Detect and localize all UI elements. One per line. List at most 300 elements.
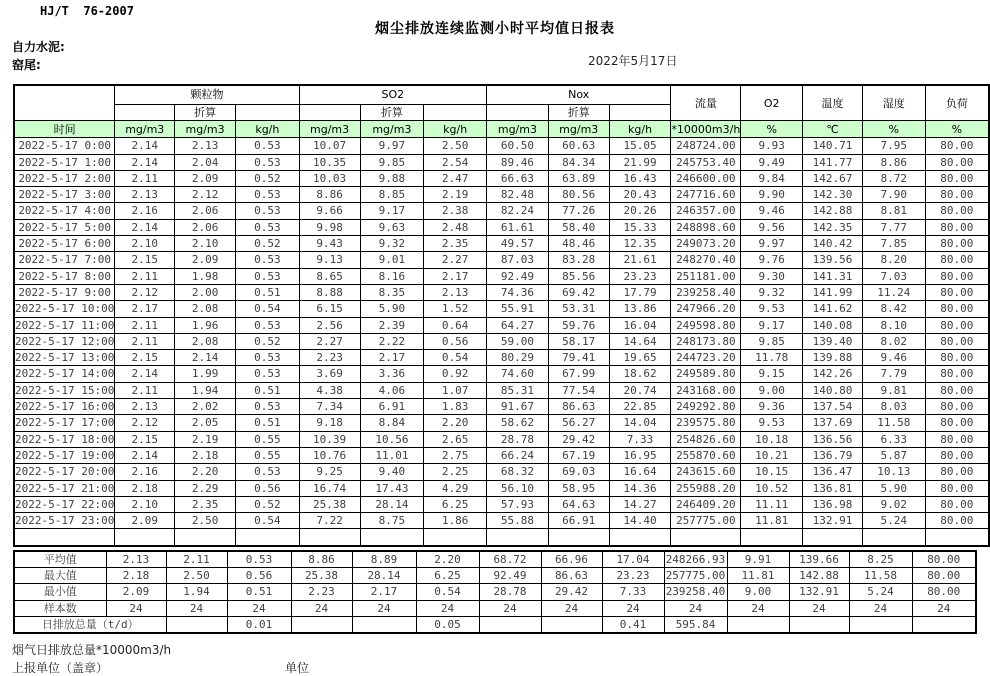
summary-value-cell: 25.38 — [291, 568, 352, 584]
value-cell: 59.76 — [548, 317, 609, 333]
value-cell: 9.98 — [299, 219, 360, 235]
value-cell: 0.52 — [236, 333, 300, 349]
value-cell: 22.85 — [609, 399, 671, 415]
summary-value-cell: 24 — [166, 600, 227, 616]
value-cell: 8.16 — [360, 268, 424, 284]
summary-value-cell: 0.41 — [602, 616, 664, 633]
value-cell: 6.33 — [862, 431, 925, 447]
value-cell: 14.04 — [609, 415, 671, 431]
value-cell: 2.15 — [115, 431, 175, 447]
value-cell: 28.14 — [360, 496, 424, 512]
value-cell: 249598.80 — [671, 317, 741, 333]
header-group-row — [14, 85, 989, 105]
value-cell: 0.53 — [236, 219, 300, 235]
value-cell: 28.78 — [487, 431, 549, 447]
value-cell: 53.31 — [548, 301, 609, 317]
empty-cell — [115, 529, 175, 546]
value-cell: 9.25 — [299, 464, 360, 480]
value-cell: 8.72 — [862, 170, 925, 186]
value-cell: 10.03 — [299, 170, 360, 186]
value-cell: 9.17 — [741, 317, 803, 333]
value-cell: 2.16 — [115, 464, 175, 480]
empty-cell — [671, 529, 741, 546]
summary-value-cell — [352, 616, 416, 633]
value-cell: 10.52 — [741, 480, 803, 496]
summary-value-cell: 29.42 — [541, 584, 602, 600]
value-cell: 15.33 — [609, 219, 671, 235]
value-cell: 140.71 — [803, 138, 863, 154]
value-cell: 2.27 — [299, 333, 360, 349]
value-cell: 80.00 — [925, 350, 989, 366]
value-cell: 0.53 — [236, 138, 300, 154]
value-cell: 2.10 — [115, 496, 175, 512]
value-cell: 9.01 — [360, 252, 424, 268]
value-cell: 80.29 — [487, 350, 549, 366]
value-cell: 0.51 — [236, 284, 300, 300]
value-cell: 20.26 — [609, 203, 671, 219]
value-cell: 11.81 — [741, 513, 803, 529]
summary-value-cell: 0.54 — [416, 584, 479, 600]
value-cell: 1.83 — [424, 399, 487, 415]
value-cell: 2.13 — [115, 187, 175, 203]
value-cell: 9.93 — [741, 138, 803, 154]
value-cell: 80.00 — [925, 480, 989, 496]
standard-number: HJ/T 76-2007 — [40, 4, 134, 18]
sub-header — [609, 105, 671, 121]
summary-value-cell: 2.09 — [106, 584, 166, 600]
value-cell: 7.33 — [609, 431, 671, 447]
summary-value-cell: 28.78 — [479, 584, 541, 600]
summary-value-cell: 9.00 — [727, 584, 789, 600]
summary-value-cell: 0.51 — [227, 584, 291, 600]
value-cell: 13.86 — [609, 301, 671, 317]
value-cell: 77.54 — [548, 382, 609, 398]
summary-value-cell: 6.25 — [416, 568, 479, 584]
table-row — [14, 154, 989, 170]
summary-value-cell: 139.66 — [789, 551, 849, 568]
time-cell: 2022-5-17 20:00 — [15, 465, 115, 479]
value-cell: 8.75 — [360, 513, 424, 529]
value-cell: 69.03 — [548, 464, 609, 480]
sub-header — [236, 105, 300, 121]
value-cell: 64.27 — [487, 317, 549, 333]
unit-cell: mg/m3 — [175, 121, 236, 138]
value-cell: 9.32 — [360, 236, 424, 252]
time-cell: 2022-5-17 22:00 — [15, 497, 115, 511]
value-cell: 2.06 — [175, 203, 236, 219]
value-cell: 23.23 — [609, 268, 671, 284]
value-cell: 2.50 — [175, 513, 236, 529]
value-cell: 0.51 — [236, 382, 300, 398]
time-cell: 2022-5-17 21:00 — [15, 481, 115, 495]
empty-cell — [14, 529, 115, 546]
value-cell: 80.00 — [925, 252, 989, 268]
value-cell: 9.90 — [741, 187, 803, 203]
value-cell: 91.67 — [487, 399, 549, 415]
value-cell: 0.53 — [236, 187, 300, 203]
empty-cell — [299, 529, 360, 546]
value-cell: 2.09 — [115, 513, 175, 529]
value-cell: 2.00 — [175, 284, 236, 300]
summary-value-cell: 86.63 — [541, 568, 602, 584]
value-cell: 2.13 — [424, 284, 487, 300]
sub-header: 折算 — [360, 105, 424, 121]
value-cell: 2.14 — [115, 366, 175, 382]
sub-header — [487, 105, 549, 121]
value-cell: 4.06 — [360, 382, 424, 398]
value-cell: 9.66 — [299, 203, 360, 219]
summary-value-cell — [291, 616, 352, 633]
group-header: SO2 — [299, 85, 486, 105]
unit-cell: ℃ — [803, 121, 863, 138]
table-row — [14, 333, 989, 349]
value-cell: 74.60 — [487, 366, 549, 382]
value-cell: 249589.80 — [671, 366, 741, 382]
value-cell: 136.56 — [803, 431, 863, 447]
value-cell: 21.99 — [609, 154, 671, 170]
value-cell: 58.40 — [548, 219, 609, 235]
value-cell: 9.85 — [741, 333, 803, 349]
value-cell: 9.88 — [360, 170, 424, 186]
value-cell: 0.54 — [236, 513, 300, 529]
value-cell: 87.03 — [487, 252, 549, 268]
summary-value-cell: 8.86 — [291, 551, 352, 568]
table-row — [14, 268, 989, 284]
value-cell: 80.00 — [925, 219, 989, 235]
value-cell: 84.34 — [548, 154, 609, 170]
value-cell: 0.54 — [236, 301, 300, 317]
summary-value-cell — [912, 616, 976, 633]
summary-value-cell: 595.84 — [664, 616, 727, 633]
value-cell: 80.00 — [925, 301, 989, 317]
value-cell: 243168.00 — [671, 382, 741, 398]
value-cell: 2.50 — [424, 138, 487, 154]
value-cell: 80.00 — [925, 203, 989, 219]
value-cell: 0.56 — [236, 480, 300, 496]
value-cell: 141.31 — [803, 268, 863, 284]
value-cell: 4.38 — [299, 382, 360, 398]
time-cell: 2022-5-17 4:00 — [14, 203, 115, 219]
corner-cell — [14, 85, 115, 121]
summary-value-cell: 28.14 — [352, 568, 416, 584]
value-cell: 139.56 — [803, 252, 863, 268]
value-cell: 6.91 — [360, 399, 424, 415]
unit-cell: mg/m3 — [299, 121, 360, 138]
value-cell: 0.53 — [236, 464, 300, 480]
value-cell: 6.15 — [299, 301, 360, 317]
value-cell: 80.00 — [925, 268, 989, 284]
table-row — [14, 170, 989, 186]
value-cell: 248898.60 — [671, 219, 741, 235]
summary-value-cell: 80.00 — [912, 551, 976, 568]
value-cell: 9.97 — [741, 236, 803, 252]
summary-table — [13, 550, 977, 634]
value-cell: 247716.60 — [671, 187, 741, 203]
value-cell: 257775.00 — [671, 513, 741, 529]
summary-value-cell: 11.81 — [727, 568, 789, 584]
value-cell: 8.86 — [299, 187, 360, 203]
sub-header — [299, 105, 360, 121]
value-cell: 141.99 — [803, 284, 863, 300]
sub-header: 折算 — [548, 105, 609, 121]
value-cell: 85.56 — [548, 268, 609, 284]
value-cell: 8.84 — [360, 415, 424, 431]
summary-value-cell: 2.20 — [416, 551, 479, 568]
summary-value-cell: 24 — [664, 600, 727, 616]
value-cell: 9.53 — [741, 415, 803, 431]
value-cell: 7.77 — [862, 219, 925, 235]
summary-value-cell: 24 — [227, 600, 291, 616]
unit-cell: mg/m3 — [360, 121, 424, 138]
value-cell: 0.53 — [236, 154, 300, 170]
value-cell: 17.43 — [360, 480, 424, 496]
footer-flow-note: 烟气日排放总量*10000m3/h — [12, 643, 172, 657]
table-row — [14, 431, 989, 447]
value-cell: 8.42 — [862, 301, 925, 317]
value-cell: 2.75 — [424, 447, 487, 463]
value-cell: 80.00 — [925, 284, 989, 300]
value-cell: 16.95 — [609, 447, 671, 463]
value-cell: 80.00 — [925, 431, 989, 447]
empty-cell — [609, 529, 671, 546]
value-cell: 2.04 — [175, 154, 236, 170]
value-cell: 2.12 — [115, 284, 175, 300]
unit-cell: mg/m3 — [487, 121, 549, 138]
value-cell: 2.17 — [424, 268, 487, 284]
value-cell: 66.91 — [548, 513, 609, 529]
value-cell: 10.35 — [299, 154, 360, 170]
value-cell: 8.65 — [299, 268, 360, 284]
value-cell: 9.76 — [741, 252, 803, 268]
value-cell: 2.09 — [175, 170, 236, 186]
value-cell: 16.64 — [609, 464, 671, 480]
value-cell: 9.17 — [360, 203, 424, 219]
value-cell: 1.98 — [175, 268, 236, 284]
table-row — [14, 513, 989, 529]
unit-cell: *10000m3/h — [671, 121, 741, 138]
value-cell: 7.95 — [862, 138, 925, 154]
table-row — [14, 464, 989, 480]
value-cell: 0.53 — [236, 268, 300, 284]
summary-value-cell: 24 — [849, 600, 912, 616]
value-cell: 0.53 — [236, 317, 300, 333]
value-cell: 246409.20 — [671, 496, 741, 512]
value-cell: 5.90 — [360, 301, 424, 317]
value-cell: 142.88 — [803, 203, 863, 219]
value-cell: 2.02 — [175, 399, 236, 415]
footer-report-unit: 上报单位（盖章） — [12, 661, 109, 675]
table-row — [14, 138, 989, 154]
summary-value-cell: 66.96 — [541, 551, 602, 568]
value-cell: 244723.20 — [671, 350, 741, 366]
value-cell: 10.76 — [299, 447, 360, 463]
value-cell: 68.32 — [487, 464, 549, 480]
summary-value-cell: 2.50 — [166, 568, 227, 584]
time-cell: 2022-5-17 6:00 — [14, 236, 115, 252]
value-cell: 20.74 — [609, 382, 671, 398]
value-cell: 2.47 — [424, 170, 487, 186]
value-cell: 20.43 — [609, 187, 671, 203]
unit-cell: kg/h — [236, 121, 300, 138]
value-cell: 67.19 — [548, 447, 609, 463]
value-cell: 2.14 — [115, 447, 175, 463]
value-cell: 80.00 — [925, 496, 989, 512]
value-cell: 55.91 — [487, 301, 549, 317]
value-cell: 16.43 — [609, 170, 671, 186]
time-cell: 2022-5-17 18:00 — [15, 432, 115, 446]
value-cell: 140.80 — [803, 382, 863, 398]
summary-label: 日排放总量（t/d） — [14, 616, 166, 633]
column-header: 流量 — [671, 85, 741, 121]
value-cell: 5.90 — [862, 480, 925, 496]
value-cell: 243615.60 — [671, 464, 741, 480]
summary-value-cell: 5.24 — [849, 584, 912, 600]
unit-cell: kg/h — [424, 121, 487, 138]
value-cell: 80.00 — [925, 382, 989, 398]
monitoring-table — [13, 84, 990, 547]
value-cell: 2.12 — [115, 415, 175, 431]
value-cell: 86.63 — [548, 399, 609, 415]
value-cell: 59.00 — [487, 333, 549, 349]
value-cell: 2.18 — [115, 480, 175, 496]
summary-value-cell: 248266.93 — [665, 552, 726, 566]
company-label: 自力水泥: — [12, 40, 65, 54]
summary-label: 平均值 — [14, 551, 106, 568]
value-cell: 248270.40 — [671, 252, 741, 268]
time-cell: 2022-5-17 16:00 — [15, 400, 115, 414]
time-header: 时间 — [14, 121, 115, 138]
value-cell: 8.86 — [862, 154, 925, 170]
value-cell: 9.02 — [862, 496, 925, 512]
value-cell: 58.95 — [548, 480, 609, 496]
summary-value-cell: 0.05 — [416, 616, 479, 633]
time-cell: 2022-5-17 12:00 — [15, 334, 115, 348]
column-header: 温度 — [803, 85, 863, 121]
value-cell: 49.57 — [487, 236, 549, 252]
time-cell: 2022-5-17 23:00 — [15, 514, 115, 528]
value-cell: 0.64 — [424, 317, 487, 333]
value-cell: 80.00 — [925, 464, 989, 480]
value-cell: 10.21 — [741, 447, 803, 463]
sub-header: 折算 — [175, 105, 236, 121]
table-row — [14, 350, 989, 366]
value-cell: 7.85 — [862, 236, 925, 252]
value-cell: 80.00 — [925, 317, 989, 333]
summary-value-cell: 24 — [291, 600, 352, 616]
value-cell: 66.24 — [487, 447, 549, 463]
header-units-row — [14, 121, 989, 138]
value-cell: 0.52 — [236, 170, 300, 186]
summary-value-cell: 0.01 — [227, 616, 291, 633]
summary-row — [14, 584, 976, 600]
value-cell: 2.56 — [299, 317, 360, 333]
value-cell: 7.22 — [299, 513, 360, 529]
blank-row — [14, 529, 989, 546]
value-cell: 11.11 — [741, 496, 803, 512]
value-cell: 5.87 — [862, 447, 925, 463]
value-cell: 249073.20 — [671, 236, 741, 252]
value-cell: 9.49 — [741, 154, 803, 170]
table-row — [14, 301, 989, 317]
value-cell: 63.89 — [548, 170, 609, 186]
value-cell: 9.97 — [360, 138, 424, 154]
unit-cell: kg/h — [609, 121, 671, 138]
empty-cell — [236, 529, 300, 546]
value-cell: 2.12 — [175, 187, 236, 203]
value-cell: 25.38 — [299, 496, 360, 512]
summary-value-cell — [166, 616, 227, 633]
value-cell: 9.85 — [360, 154, 424, 170]
value-cell: 77.26 — [548, 203, 609, 219]
empty-cell — [741, 529, 803, 546]
value-cell: 9.84 — [741, 170, 803, 186]
value-cell: 2.14 — [175, 350, 236, 366]
value-cell: 2.13 — [175, 138, 236, 154]
summary-label: 最小值 — [14, 584, 106, 600]
summary-value-cell — [479, 616, 541, 633]
table-row — [14, 399, 989, 415]
value-cell: 2.48 — [424, 219, 487, 235]
summary-value-cell: 24 — [106, 600, 166, 616]
summary-value-cell: 24 — [602, 600, 664, 616]
value-cell: 74.36 — [487, 284, 549, 300]
table-row — [14, 236, 989, 252]
value-cell: 8.81 — [862, 203, 925, 219]
value-cell: 9.13 — [299, 252, 360, 268]
value-cell: 2.15 — [115, 350, 175, 366]
value-cell: 1.99 — [175, 366, 236, 382]
value-cell: 10.39 — [299, 431, 360, 447]
summary-value-cell: 11.58 — [849, 568, 912, 584]
value-cell: 80.00 — [925, 415, 989, 431]
value-cell: 1.86 — [424, 513, 487, 529]
value-cell: 89.46 — [487, 154, 549, 170]
summary-value-cell: 68.72 — [479, 551, 541, 568]
value-cell: 80.00 — [925, 447, 989, 463]
time-cell: 2022-5-17 0:00 — [14, 138, 115, 154]
value-cell: 2.10 — [115, 236, 175, 252]
value-cell: 139.88 — [803, 350, 863, 366]
value-cell: 142.26 — [803, 366, 863, 382]
value-cell: 2.06 — [175, 219, 236, 235]
value-cell: 2.13 — [115, 399, 175, 415]
time-cell: 2022-5-17 14:00 — [15, 367, 115, 381]
value-cell: 2.39 — [360, 317, 424, 333]
value-cell: 92.49 — [487, 268, 549, 284]
value-cell: 255988.20 — [671, 480, 741, 496]
summary-value-cell: 2.11 — [166, 551, 227, 568]
table-row — [14, 447, 989, 463]
value-cell: 16.74 — [299, 480, 360, 496]
value-cell: 80.00 — [925, 138, 989, 154]
value-cell: 80.00 — [925, 170, 989, 186]
value-cell: 239575.80 — [671, 415, 741, 431]
value-cell: 2.35 — [424, 236, 487, 252]
value-cell: 58.17 — [548, 333, 609, 349]
value-cell: 7.34 — [299, 399, 360, 415]
value-cell: 0.53 — [236, 252, 300, 268]
table-row — [14, 187, 989, 203]
value-cell: 136.79 — [803, 447, 863, 463]
value-cell: 137.54 — [803, 399, 863, 415]
summary-value-cell: 24 — [789, 600, 849, 616]
value-cell: 0.53 — [236, 203, 300, 219]
value-cell: 1.96 — [175, 317, 236, 333]
value-cell: 11.01 — [360, 447, 424, 463]
value-cell: 2.11 — [115, 333, 175, 349]
value-cell: 11.58 — [862, 415, 925, 431]
value-cell: 82.24 — [487, 203, 549, 219]
